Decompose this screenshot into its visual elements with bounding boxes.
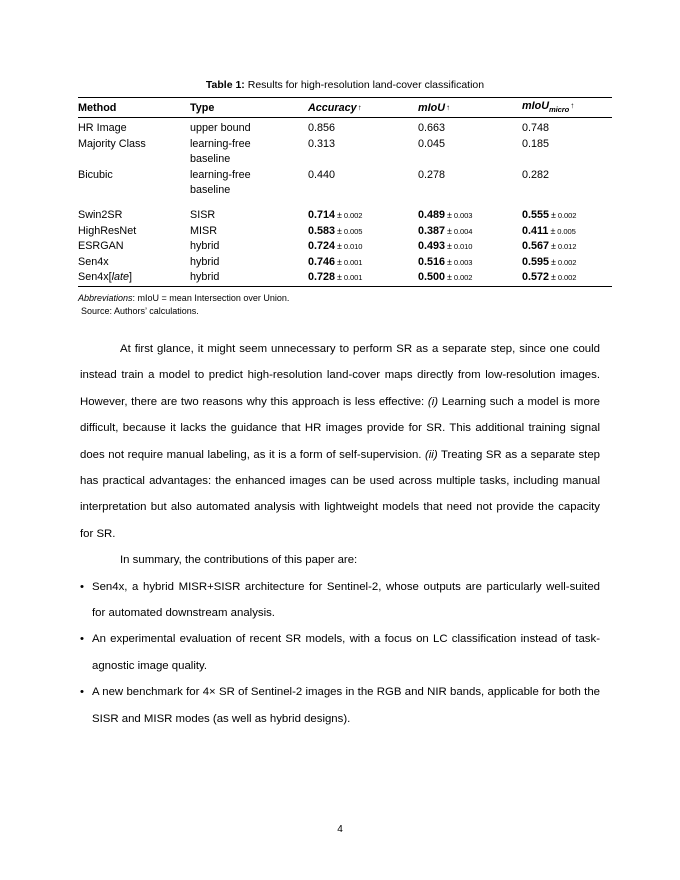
plus-minus-icon: ± <box>551 256 556 267</box>
cell-accuracy <box>308 224 418 240</box>
cell-method: HighResNet <box>78 224 137 237</box>
cell-type-line2: baseline <box>190 153 231 166</box>
cell-miou-micro-error: ± 0.012 <box>551 241 577 252</box>
plus-minus-icon: ± <box>337 241 342 252</box>
cell-miou-micro <box>522 239 612 255</box>
cell-miou-value: 0.387 <box>418 224 446 237</box>
list-item-text: An experimental evaluation of recent SR models, with a focus on LC classification instead of task-agnostic image quality. <box>92 633 600 672</box>
column-header-method: Method <box>78 102 117 114</box>
table-row <box>78 224 612 240</box>
cell-miou-value: 0.493 <box>418 240 446 253</box>
table-1-block <box>78 78 612 319</box>
column-header-miou <box>418 98 522 118</box>
cell-miou-error: ± 0.002 <box>447 272 473 283</box>
table-row <box>78 168 612 199</box>
cell-type <box>190 255 308 271</box>
cell-type <box>190 118 308 137</box>
cell-miou-error: ± 0.010 <box>447 241 473 252</box>
plus-minus-icon: ± <box>337 272 342 283</box>
cell-miou-error: ± 0.004 <box>447 225 473 236</box>
cell-accuracy <box>308 270 418 286</box>
cell-accuracy-error: ± 0.010 <box>337 241 363 252</box>
cell-type-line1: upper bound <box>190 122 251 134</box>
table-row <box>78 270 612 286</box>
body-content <box>80 336 600 732</box>
table-caption <box>78 78 612 92</box>
cell-miou-micro-error: ± 0.002 <box>551 209 577 220</box>
paragraph-1-part3: Treating SR as a separate step has practical advantages: the enhanced images can be used across multiple tasks, including manual interpretation but also automated analysis with lightweight models that need not provide the capacity for SR. <box>80 448 600 540</box>
cell-miou-micro-error: ± 0.002 <box>551 272 577 283</box>
cell-miou-error: ± 0.003 <box>447 209 473 220</box>
cell-type-line1: hybrid <box>190 271 220 284</box>
table-row <box>78 137 612 168</box>
paragraph-1-marker-i: (i) <box>427 395 439 408</box>
plus-minus-icon: ± <box>337 209 342 220</box>
cell-type-line1: hybrid <box>190 240 220 253</box>
cell-accuracy <box>308 168 418 199</box>
abbreviations-label: Abbreviations <box>78 292 133 303</box>
cell-method <box>78 270 190 286</box>
cell-miou <box>418 270 522 286</box>
cell-accuracy-value: 0.440 <box>308 168 336 181</box>
cell-miou-value: 0.489 <box>418 208 446 221</box>
cell-miou <box>418 199 522 224</box>
cell-type <box>190 224 308 240</box>
cell-miou-value: 0.278 <box>418 168 446 181</box>
cell-accuracy-value: 0.583 <box>308 224 336 237</box>
cell-miou <box>418 255 522 271</box>
column-header-accuracy-label: Accuracy <box>308 102 357 114</box>
plus-minus-icon: ± <box>550 225 556 236</box>
cell-miou-value: 0.663 <box>418 122 446 134</box>
cell-miou <box>418 224 522 240</box>
plus-minus-icon: ± <box>551 209 556 220</box>
paragraph-1-part2: Learning such a model is more difficult, because it lacks the guidance that HR images provide for SR. This additional training signal does not require manual labeling, as it is a form of self-supervision. <box>80 395 600 461</box>
list-item <box>80 626 600 679</box>
page-number: 4 <box>337 824 343 835</box>
cell-method-prefix: Sen4x[ <box>78 271 112 284</box>
cell-miou-micro-value: 0.411 <box>522 224 549 237</box>
table-caption-text: Results for high-resolution land-cover classification <box>244 79 485 91</box>
cell-miou <box>418 168 522 199</box>
cell-miou <box>418 118 522 137</box>
cell-accuracy <box>308 137 418 168</box>
bullet-icon: • <box>80 633 84 646</box>
cell-type <box>190 270 308 286</box>
cell-miou-micro-error: ± 0.002 <box>551 256 577 267</box>
cell-miou-micro <box>522 118 612 137</box>
paragraph-1-part1: At first glance, it might seem unnecessary to perform SR as a separate step, since one could instead train a model to predict high-resolution land-cover maps directly from low-resolution images. However, there are two reasons why this approach is less effective: <box>80 343 600 408</box>
cell-method: HR Image <box>78 122 127 134</box>
cell-type-line1: MISR <box>190 224 217 237</box>
cell-miou-micro <box>522 137 612 168</box>
cell-accuracy <box>308 118 418 137</box>
cell-method: Sen4x <box>78 255 109 268</box>
cell-type <box>190 199 308 224</box>
plus-minus-icon: ± <box>551 241 556 252</box>
table-header-row <box>78 98 612 118</box>
cell-accuracy-value: 0.313 <box>308 137 336 150</box>
cell-miou-micro <box>522 255 612 271</box>
cell-accuracy-value: 0.724 <box>308 240 336 253</box>
cell-miou-micro-value: 0.282 <box>522 168 550 181</box>
cell-method: Bicubic <box>78 168 113 181</box>
cell-miou-micro-error: ± 0.005 <box>550 225 576 236</box>
table-row <box>78 199 612 224</box>
plus-minus-icon: ± <box>447 256 452 267</box>
up-arrow-icon: ↑ <box>446 103 450 112</box>
table-body <box>78 118 612 287</box>
cell-accuracy <box>308 255 418 271</box>
cell-method: Swin2SR <box>78 208 123 221</box>
bullet-icon: • <box>80 686 84 699</box>
cell-accuracy <box>308 199 418 224</box>
cell-type-line1: SISR <box>190 208 216 221</box>
column-header-miou-micro <box>522 98 612 118</box>
list-item <box>80 679 600 732</box>
plus-minus-icon: ± <box>337 225 342 236</box>
cell-miou-micro-value: 0.555 <box>522 208 550 221</box>
cell-method-italic: late <box>111 271 130 284</box>
paragraph-1-marker-ii: (ii) <box>424 448 438 461</box>
cell-accuracy-error: ± 0.002 <box>337 209 363 220</box>
cell-type <box>190 168 308 199</box>
cell-miou-value: 0.500 <box>418 271 446 284</box>
table-row <box>78 255 612 271</box>
cell-miou-micro <box>522 168 612 199</box>
table-head <box>78 98 612 118</box>
cell-accuracy-value: 0.728 <box>308 271 336 284</box>
column-header-type: Type <box>190 102 215 114</box>
cell-accuracy-error: ± 0.001 <box>337 256 363 267</box>
cell-accuracy-value: 0.856 <box>308 122 336 134</box>
table-source-note: Source: Authors’ calculations. <box>81 306 199 317</box>
cell-accuracy-error: ± 0.001 <box>337 272 363 283</box>
cell-type-line1: learning-free <box>190 168 251 181</box>
cell-miou-micro-value: 0.572 <box>522 271 550 284</box>
cell-miou <box>418 137 522 168</box>
up-arrow-icon: ↑ <box>357 103 362 112</box>
results-table <box>78 97 612 287</box>
paragraph-2: In summary, the contributions of this paper are: <box>120 554 358 567</box>
contributions-list <box>80 574 600 732</box>
cell-miou-micro <box>522 199 612 224</box>
cell-type <box>190 239 308 255</box>
plus-minus-icon: ± <box>337 256 342 267</box>
cell-type-line1: hybrid <box>190 255 220 268</box>
cell-miou-micro-value: 0.567 <box>522 240 550 253</box>
cell-miou-micro-value: 0.185 <box>522 137 550 150</box>
cell-miou-micro <box>522 224 612 240</box>
table-row <box>78 118 612 137</box>
paragraph-1 <box>80 336 600 547</box>
table-row <box>78 239 612 255</box>
cell-miou-value: 0.045 <box>418 137 446 150</box>
list-item-text: Sen4x, a hybrid MISR+SISR architecture for Sentinel-2, whose outputs are particularly well-suited for automated downstream analysis. <box>92 580 600 620</box>
bullet-icon: • <box>80 580 84 593</box>
cell-method: ESRGAN <box>78 240 124 253</box>
plus-minus-icon: ± <box>551 272 556 283</box>
column-header-miou-micro-subscript: micro <box>549 105 570 114</box>
table-notes <box>78 292 612 319</box>
cell-type <box>190 137 308 168</box>
list-item-text: A new benchmark for 4× SR of Sentinel-2 images in the RGB and NIR bands, applicable for both the SISR and MISR modes (as well as hybrid designs). <box>92 686 600 725</box>
cell-method-suffix: ] <box>129 271 133 284</box>
cell-type-line1: learning-free <box>190 137 251 150</box>
cell-miou-value: 0.516 <box>418 255 446 268</box>
cell-accuracy-value: 0.714 <box>308 208 336 221</box>
plus-minus-icon: ± <box>447 272 452 283</box>
cell-accuracy <box>308 239 418 255</box>
abbreviations-text: : mIoU = mean Intersection over Union. <box>132 292 290 303</box>
plus-minus-icon: ± <box>447 241 452 252</box>
table-caption-label: Table 1: <box>205 79 245 91</box>
cell-miou-micro-value: 0.748 <box>522 122 550 134</box>
plus-minus-icon: ± <box>447 209 452 220</box>
cell-accuracy-value: 0.746 <box>308 255 336 268</box>
cell-miou-micro-value: 0.595 <box>522 255 550 268</box>
plus-minus-icon: ± <box>447 225 452 236</box>
cell-miou <box>418 239 522 255</box>
cell-miou-micro <box>522 270 612 286</box>
column-header-accuracy <box>308 98 418 118</box>
column-header-miou-label: mIoU <box>418 102 445 114</box>
column-header-miou-micro-label: mIoU <box>522 100 549 112</box>
list-item <box>80 574 600 627</box>
cell-miou-error: ± 0.003 <box>447 256 473 267</box>
cell-method: Majority Class <box>78 137 146 150</box>
cell-accuracy-error: ± 0.005 <box>337 225 363 236</box>
cell-type-line2: baseline <box>190 184 231 197</box>
up-arrow-icon: ↑ <box>570 101 575 110</box>
